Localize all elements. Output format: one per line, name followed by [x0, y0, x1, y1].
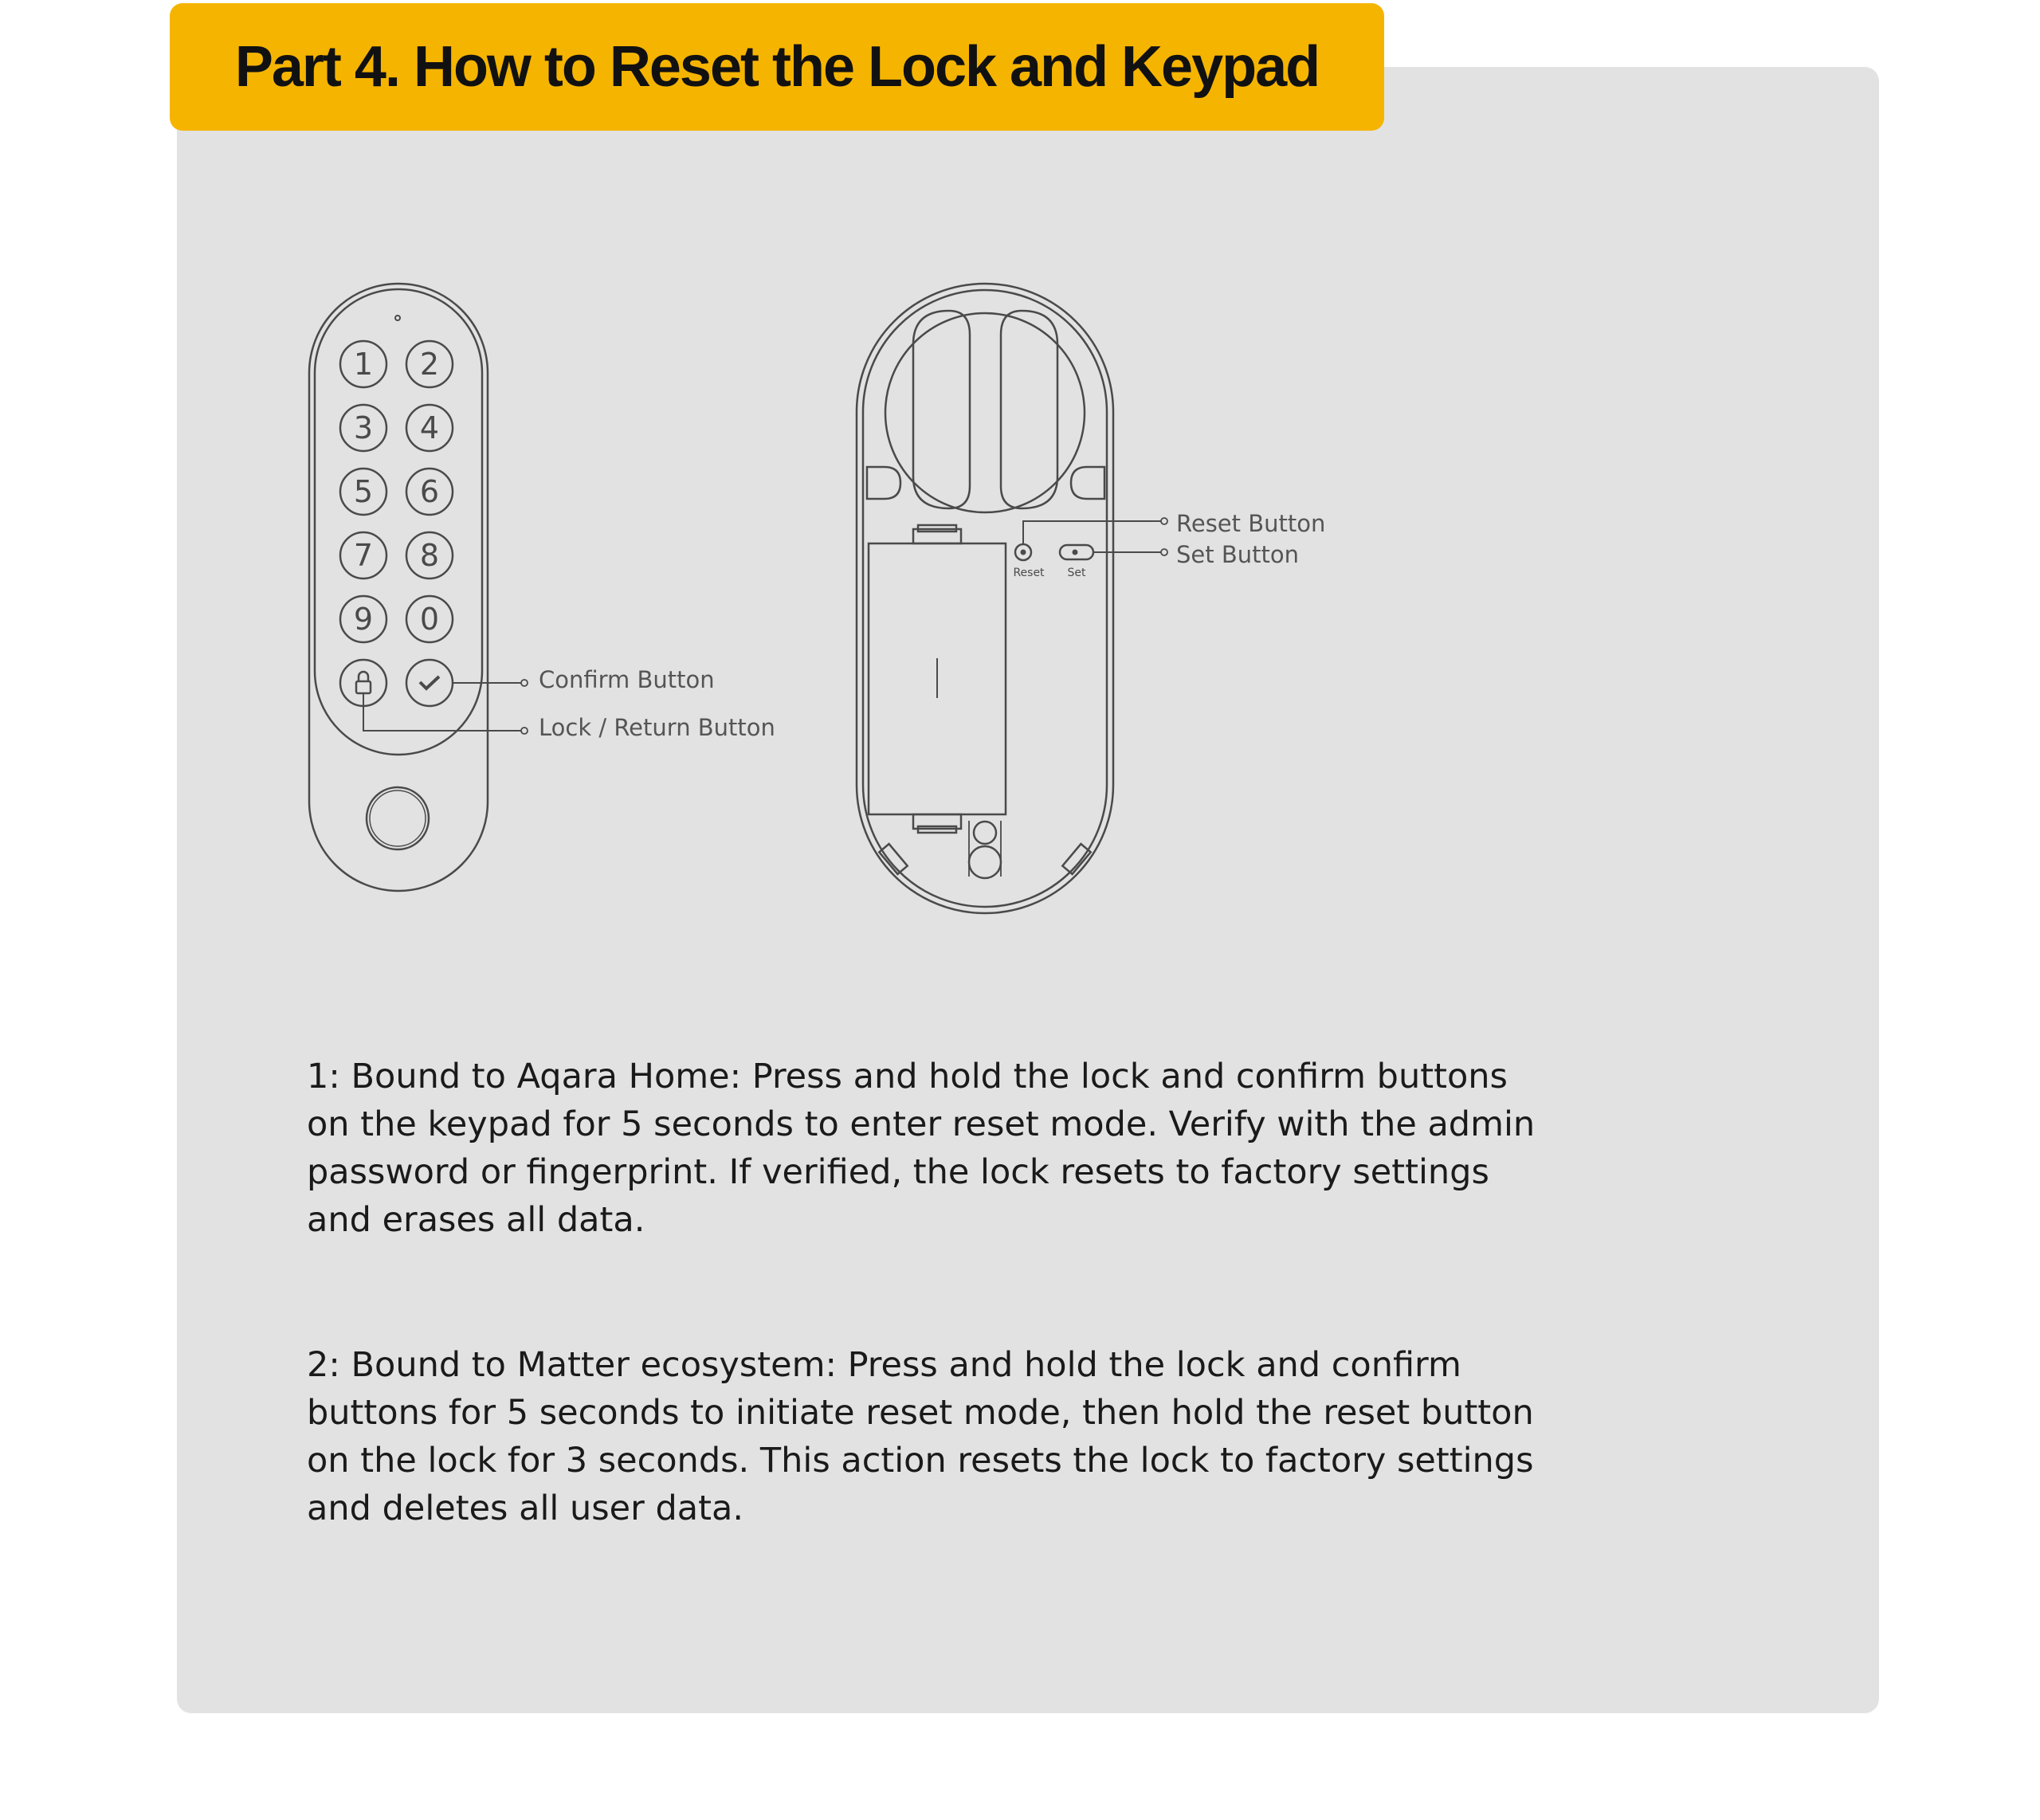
- keypad-indicator-light: [395, 316, 400, 320]
- instruction-step-1: 1: Bound to Aqara Home: Press and hold the lock and confirm buttons on the keypad for 5 seconds to enter reset mode. Verify with the admin password or fingerprint. If verified, the lock resets to factory settings and erases all data.: [307, 1057, 1536, 1240]
- page-title: Part 4. How to Reset the Lock and Keypad: [234, 35, 1320, 99]
- confirm-key: [406, 660, 453, 706]
- check-icon: [420, 677, 439, 688]
- set-button-callout: Set Button: [1176, 541, 1299, 568]
- confirm-button-callout: Confirm Button: [539, 666, 715, 693]
- padlock-icon: [356, 672, 371, 693]
- key-label: 9: [353, 602, 374, 637]
- key-label: 6: [419, 474, 440, 509]
- key-label: 5: [353, 474, 374, 509]
- lock-return-button-callout: Lock / Return Button: [539, 714, 775, 741]
- key-label: 0: [419, 602, 440, 637]
- reset-button-callout: Reset Button: [1176, 510, 1326, 537]
- key-label: 8: [419, 538, 440, 573]
- key-label: 1: [353, 347, 374, 382]
- keypad-device: [309, 284, 528, 891]
- fingerprint-sensor: [367, 787, 429, 849]
- key-label: 3: [353, 410, 374, 445]
- set-small-label: Set: [1067, 567, 1086, 579]
- instruction-step-2: 2: Bound to Matter ecosystem: Press and hold the lock and confirm buttons for 5 seconds to initiate reset mode, then hold the reset button on the lock for 3 seconds. This action resets the lock to factory settings and deletes all user data.: [307, 1345, 1534, 1528]
- lock-device: [857, 284, 1167, 913]
- key-label: 4: [419, 410, 440, 445]
- key-label: 7: [353, 538, 374, 573]
- key-label: 2: [419, 347, 440, 382]
- reset-small-label: Reset: [1013, 567, 1045, 579]
